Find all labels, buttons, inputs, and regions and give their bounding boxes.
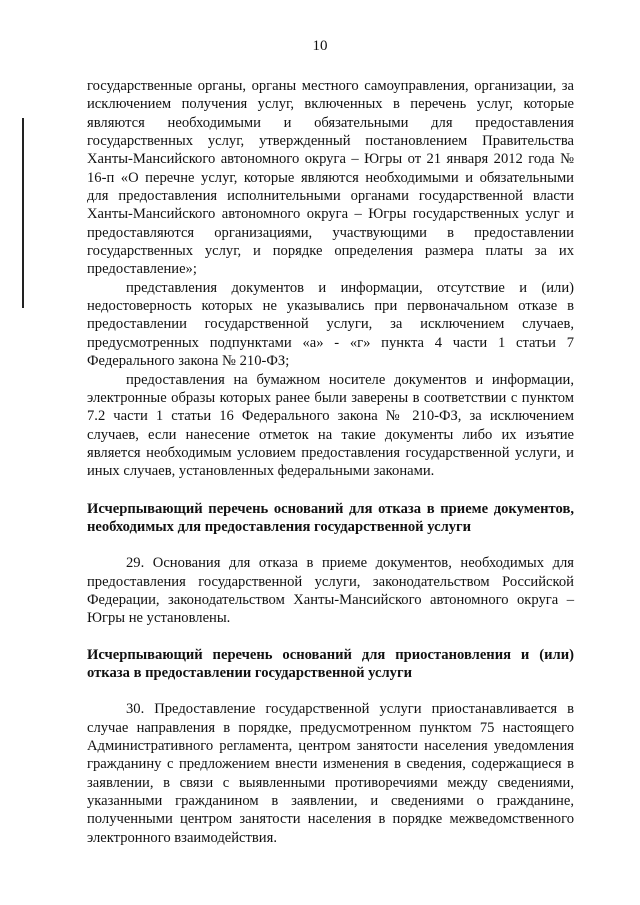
scan-edge-mark <box>22 118 24 308</box>
section-heading-refusal-acceptance: Исчерпывающий перечень оснований для отказа в приеме документов, необходимых для предоставления государственной услуги <box>87 500 574 535</box>
paragraph-continuation: государственные органы, органы местного самоуправления, организации, за исключением получения услуг, включенных в перечень услуг, которые являются необходимыми и обязательными для предоставления государственных услуг, утвержденный постановлением Правительства Ханты-Мансийского автономного округа – Югры от 21 января 2012 года № 16-п «О перечне услуг, которые являются необходимыми и обязательными для предоставления исполнительными органами государственной власти Ханты-Мансийского автономного округа – Югры государственных услуг и предоставляются организациями, участвующими в предоставлении государственных услуг, и порядке определения размера платы за их предоставление»; <box>87 78 574 278</box>
paragraph-documents-information: представления документов и информации, отсутствие и (или) недостоверность которых не указывались при первоначальном отказе в предоставлении государственной услуги, за исключением случаев, предусмотренных подпунктами «а» - «г» пункта 4 части 1 статьи 7 Федерального закона № 210-ФЗ; <box>87 279 574 370</box>
paragraph-29: 29. Основания для отказа в приеме документов, необходимых для предоставления государственной услуги, законодательством Российской Федерации, законодательством Ханты-Мансийского автономного округа – Югры не установлены. <box>87 555 574 627</box>
paragraph-paper-documents: предоставления на бумажном носителе документов и информации, электронные образы которых ранее были заверены в соответствии с пунктом 7.2 части 1 статьи 16 Федерального закона № 210-ФЗ, за исключением случаев, если нанесение отметок на такие документы либо их изъятие является необходимым условием предоставления государственной услуги, и иных случаев, установленных федеральными законами. <box>87 371 574 480</box>
page-number: 10 <box>312 38 328 54</box>
section-heading-suspension-refusal: Исчерпывающий перечень оснований для приостановления и (или) отказа в предоставлении государственной услуги <box>87 646 574 681</box>
paragraph-30: 30. Предоставление государственной услуги приостанавливается в случае направления в порядке, предусмотренном пунктом 75 настоящего Административного регламента, центром занятости населения уведомления гражданину с предложением внести изменения в сведения, содержащиеся в заявлении, в связи с выявленными противоречиями между сведениями, указанными гражданином в заявлении, и сведениями о гражданине, полученными центром занятости населения в порядке межведомственного электронного взаимодействия. <box>87 701 574 846</box>
document-body <box>87 77 574 847</box>
